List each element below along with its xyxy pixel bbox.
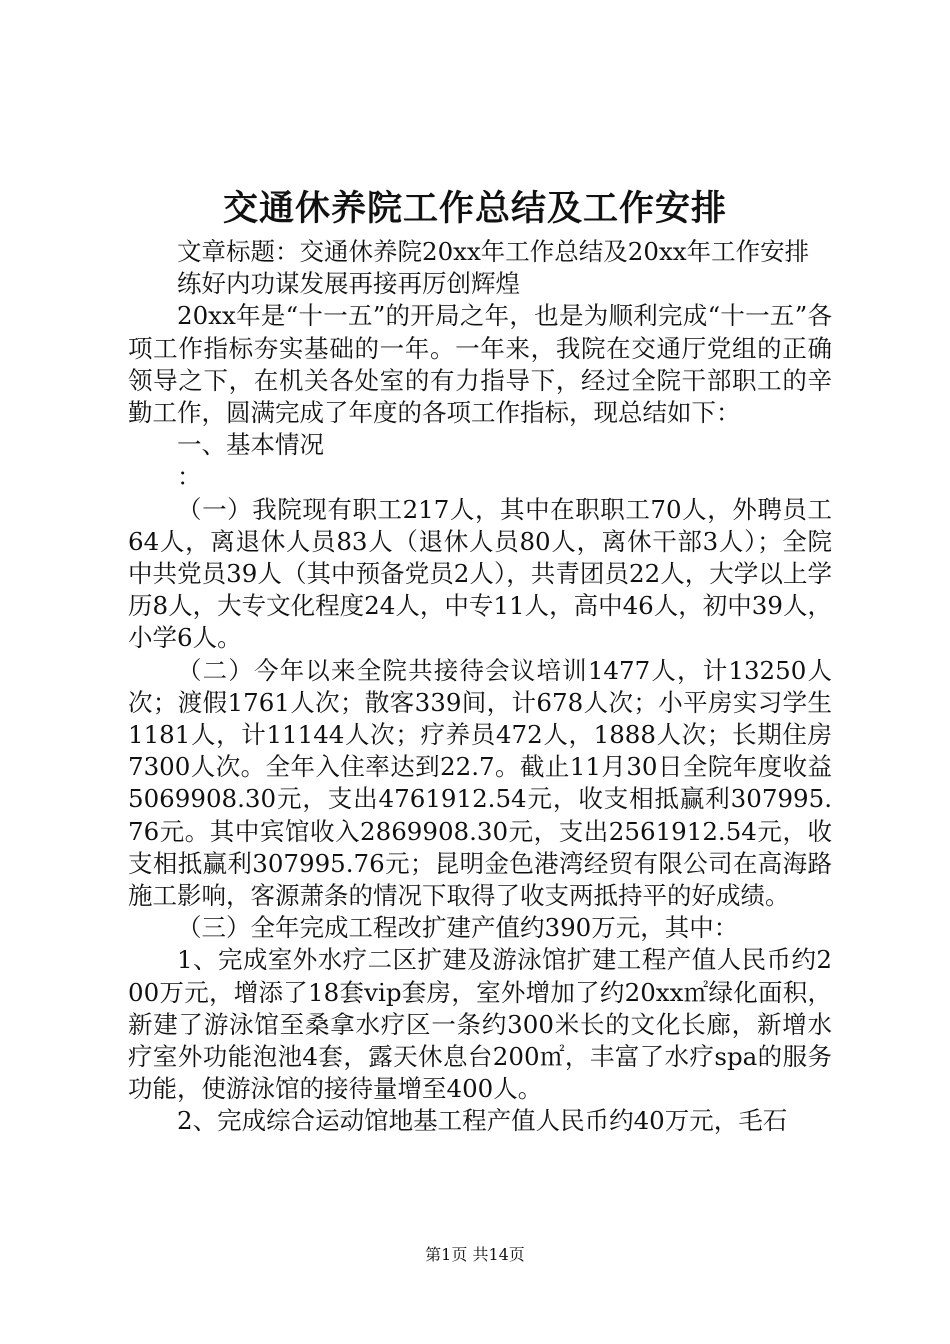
document-title: 交通休养院工作总结及工作安排 — [222, 189, 727, 229]
section-heading-basic: 一、基本情况 — [177, 430, 324, 460]
document-body — [128, 236, 832, 1138]
article-title-paragraph: 文章标题：交通休养院20xx年工作总结及20xx年工作安排 — [177, 237, 810, 266]
intro-paragraph: 20xx年是“十一五”的开局之年，也是为顺利完成“十一五”各项工作指标夯实基础的一年。一年来，我院在交通厅党组的正确领导之下，在机关各处室的有力指导下，经过全院干部职工的辛勤工作，圆满完成了年度的各项工作指标，现总结如下： — [128, 301, 832, 428]
colon-line: ： — [177, 462, 202, 492]
construction-summary-paragraph: （三）全年完成工程改扩建产值约390万元，其中： — [177, 913, 739, 943]
slogan-paragraph: 练好内功谋发展再接再厉创辉煌 — [177, 269, 520, 299]
page-footer: 第1页 共14页 — [425, 1245, 525, 1264]
construction-item-1: 1、完成室外水疗二区扩建及游泳馆扩建工程产值人民币约200万元，增添了18套vip套房，室外增加了约20xx㎡绿化面积，新建了游泳馆至桑拿水疗区一条约300米长的文化长廊，新增水疗室外功能泡池4套，露天休息台200㎡，丰富了水疗spa的服务功能，使游泳馆的接待量增至400人。 — [128, 945, 832, 1104]
staff-paragraph: （一）我院现有职工217人，其中在职职工70人，外聘员工64人，离退休人员83人（退休人员80人，离休干部3人）；全院中共党员39人（其中预备党员2人），共青团员22人，大学以上学历8人，大专文化程度24人，中专11人，高中46人，初中39人，小学6人。 — [128, 494, 832, 653]
construction-item-2: 2、完成综合运动馆地基工程产值人民币约40万元，毛石 — [177, 1106, 788, 1136]
reception-paragraph: （二）今年以来全院共接待会议培训1477人，计13250人次；渡假1761人次；散客339间，计678人次；小平房实习学生1181人，计11144人次；疗养员472人，1888人次；长期住房7300人次。全年入住率达到22.7。截止11月30日全院年度收益5069908.30元，支出4761912.54元，收支相抵赢利307995.76元。其中宾馆收入2869908.30元，支出2561912.54元，收支相抵赢利307995.76元；昆明金色港湾经贸有限公司在高海路施工影响，客源萧条的情况下取得了收支两抵持平的好成绩。 — [128, 655, 832, 911]
